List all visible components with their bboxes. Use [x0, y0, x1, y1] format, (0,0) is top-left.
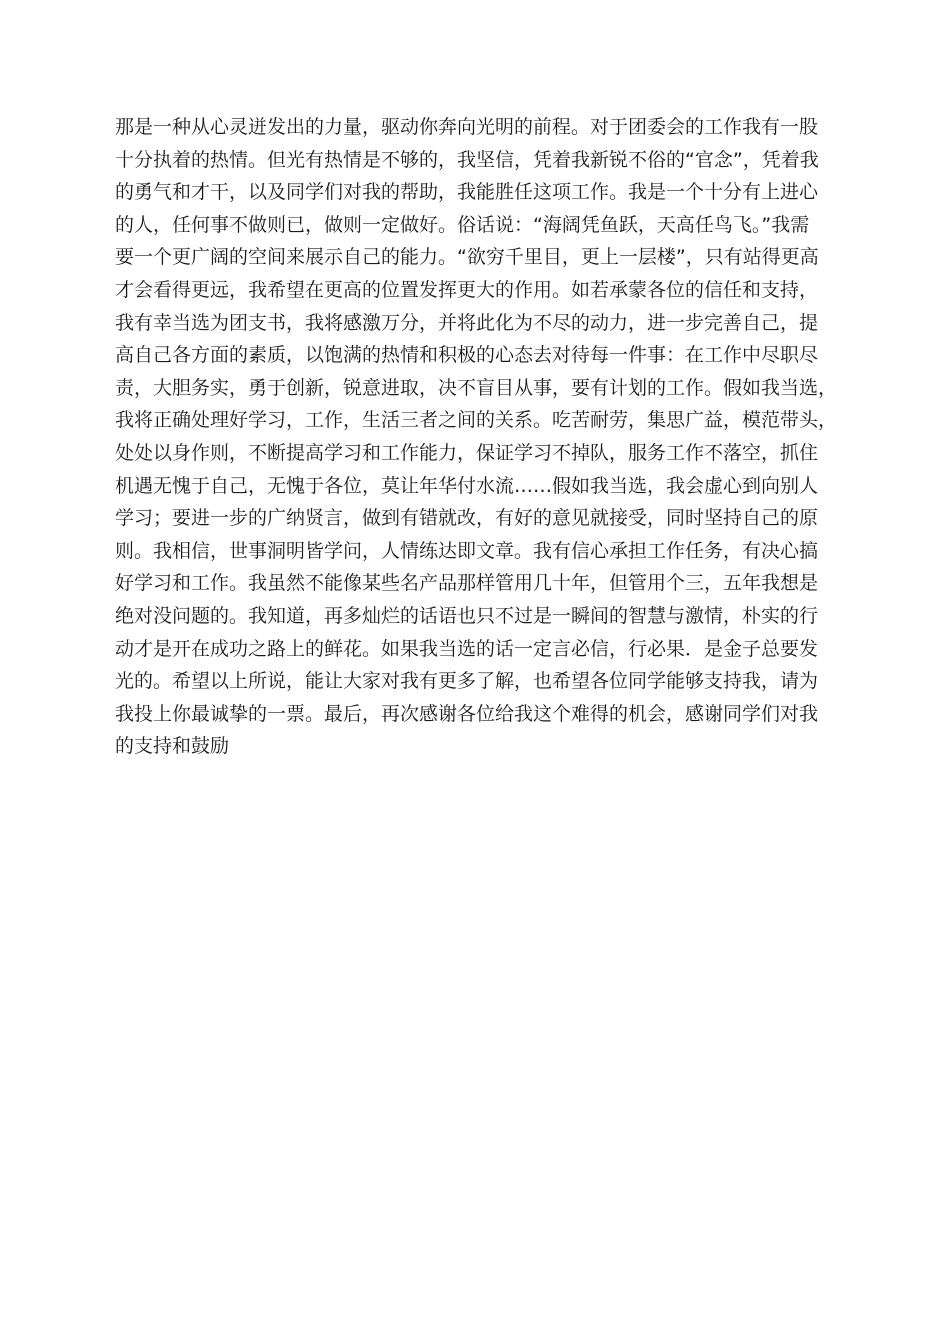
text-line: 学习；要进一步的广纳贤言，做到有错就改，有好的意见就接受，同时坚持自己的原 [115, 507, 819, 530]
text-line: 我将正确处理好学习，工作，生活三者之间的关系。吃苦耐劳，集思广益，模范带头， [115, 409, 838, 432]
text-line: 那是一种从心灵迸发出的力量，驱动你奔向光明的前程。对于团委会的工作我有一股 [115, 116, 819, 138]
text-line: 好学习和工作。我虽然不能像某些名产品那样管用几十年，但管用个三，五年我想是 [115, 572, 819, 595]
body-paragraph [115, 111, 838, 763]
text-line: 的人，任何事不做则已，做则一定做好。俗话说：“海阔凭鱼跃，天高任鸟飞。”我需 [115, 213, 810, 236]
text-line: 机遇无愧于自己，无愧于各位，莫让年华付水流……假如我当选，我会虚心到向别人 [115, 474, 819, 497]
text-line: 光的。希望以上所说，能让大家对我有更多了解，也希望各位同学能够支持我，请为 [115, 670, 819, 693]
text-line: 动才是开在成功之路上的鲜花。如果我当选的话一定言必信，行必果．是金子总要发 [115, 637, 819, 660]
text-line: 的勇气和才干，以及同学们对我的帮助，我能胜任这项工作。我是一个十分有上进心 [115, 181, 819, 204]
text-line: 我有幸当选为团支书，我将感激万分，并将此化为不尽的动力，进一步完善自己，提 [115, 311, 819, 334]
text-line: 则。我相信，世事洞明皆学问，人情练达即文章。我有信心承担工作任务，有决心搞 [115, 539, 819, 562]
text-line: 要一个更广阔的空间来展示自己的能力。“欲穷千里目，更上一层楼”，只有站得更高 [115, 246, 819, 269]
text-line: 高自己各方面的素质，以饱满的热情和积极的心态去对待每一件事：在工作中尽职尽 [115, 344, 819, 367]
text-line: 绝对没问题的。我知道，再多灿烂的话语也只不过是一瞬间的智慧与激情，朴实的行 [115, 604, 819, 627]
text-line: 十分执着的热情。但光有热情是不够的，我坚信，凭着我新锐不俗的“官念”，凭着我 [115, 148, 819, 171]
text-line: 责，大胆务实，勇于创新，锐意进取，决不盲目从事，要有计划的工作。假如我当选， [115, 376, 838, 399]
text-line: 的支持和鼓励 [115, 735, 230, 758]
text-line: 才会看得更远，我希望在更高的位置发挥更大的作用。如若承蒙各位的信任和支持， [115, 278, 819, 301]
text-line: 我投上你最诚挚的一票。最后，再次感谢各位给我这个难得的机会，感谢同学们对我 [115, 702, 819, 725]
text-line: 处处以身作则，不断提高学习和工作能力，保证学习不掉队，服务工作不落空，抓住 [115, 441, 819, 464]
